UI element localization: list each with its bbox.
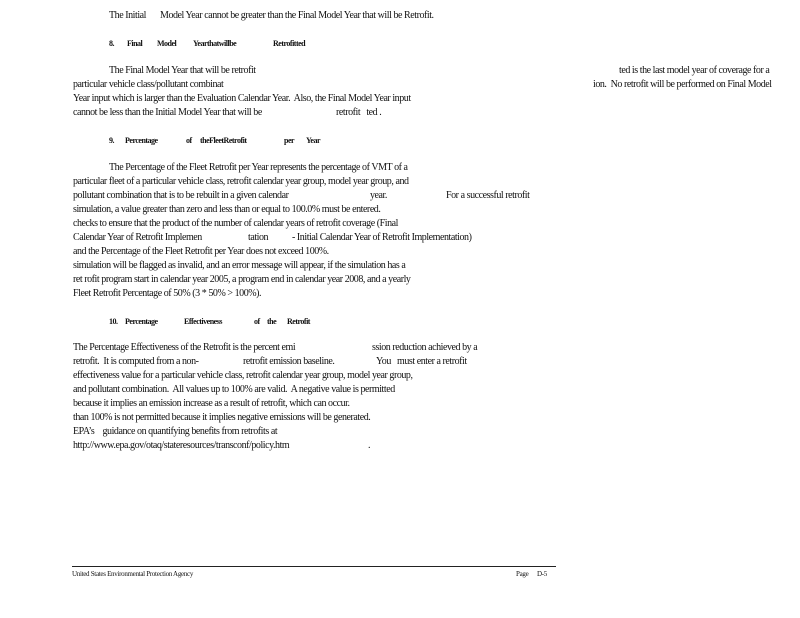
section-9-heading-word: per: [284, 136, 295, 145]
paragraph-line: Fleet Retrofit Percentage of 50% (3 * 50% > 100%).: [73, 288, 262, 299]
paragraph-line: The Percentage Effectiveness of the Retrofit is the percent emi: [73, 342, 296, 353]
paragraph-line: retrofit. It is computed from a non-: [73, 356, 199, 367]
section-10-number: 10.: [109, 317, 118, 326]
paragraph-fragment: .: [368, 440, 371, 451]
paragraph-line: The Final Model Year that will be retrofit: [109, 65, 256, 76]
paragraph-line: pollutant combination that is to be rebuilt in a given calendar: [73, 190, 289, 201]
section-8-heading-word: Model: [157, 39, 177, 48]
paragraph-line: The Percentage of the Fleet Retrofit per Year represents the percentage of VMT of a: [109, 162, 408, 173]
section-9-heading-word: of: [186, 136, 192, 145]
intro-text-start: The Initial: [109, 10, 146, 21]
paragraph-fragment: retrofit ted .: [336, 107, 382, 118]
paragraph-line: than 100% is not permitted because it implies negative emissions will be generated.: [73, 412, 371, 423]
paragraph-line: effectiveness value for a particular vehicle class, retrofit calendar year group, model year group,: [73, 370, 413, 381]
section-10-heading-word: of: [254, 317, 260, 326]
section-10-heading-word: Effectiveness: [184, 317, 222, 326]
paragraph-line: ret rofit program start in calendar year 2005, a program end in calendar year 2008, and a yearly: [73, 274, 411, 285]
section-10-heading-word: Percentage: [125, 317, 158, 326]
paragraph-line: particular fleet of a particular vehicle class, retrofit calendar year group, model year group, and: [73, 176, 409, 187]
paragraph-fragment: retrofit emission baseline.: [243, 356, 335, 367]
paragraph-fragment: You must enter a retrofit: [376, 356, 467, 367]
section-8-heading-word: Yearthatwillbe: [193, 39, 237, 48]
paragraph-fragment: - Initial Calendar Year of Retrofit Implementation): [292, 232, 472, 243]
section-9-heading-word: Year: [306, 136, 320, 145]
section-9-heading-word: theFleetRetrofit: [200, 136, 247, 145]
intro-text-end: Model Year cannot be greater than the Final Model Year that will be Retrofit.: [160, 10, 434, 21]
paragraph-line: Year input which is larger than the Evaluation Calendar Year. Also, the Final Model Year input: [73, 93, 411, 104]
paragraph-line: simulation, a value greater than zero and less than or equal to 100.0% must be entered.: [73, 204, 381, 215]
section-10-heading-word: the: [267, 317, 277, 326]
footer-page-label: Page: [516, 570, 529, 578]
paragraph-line: and pollutant combination. All values up to 100% are valid. A negative value is permitted: [73, 384, 395, 395]
footer-page-number: D-5: [537, 570, 547, 578]
paragraph-fragment: ted is the last model year of coverage for a: [619, 65, 770, 76]
paragraph-fragment: For a successful retrofit: [446, 190, 530, 201]
paragraph-line: because it implies an emission increase as a result of retrofit, which can occur.: [73, 398, 350, 409]
footer-agency: United States Environmental Protection Agency: [72, 570, 194, 578]
paragraph-line: particular vehicle class/pollutant combinat: [73, 79, 224, 90]
paragraph-fragment: ssion reduction achieved by a: [372, 342, 478, 353]
section-9-number: 9.: [109, 136, 114, 145]
section-10-heading-word: Retrofit: [287, 317, 310, 326]
paragraph-line: Calendar Year of Retrofit Implemen: [73, 232, 202, 243]
section-9-heading-word: Percentage: [125, 136, 158, 145]
paragraph-line: simulation will be flagged as invalid, and an error message will appear, if the simulation has a: [73, 260, 406, 271]
paragraph-line: and the Percentage of the Fleet Retrofit per Year does not exceed 100%.: [73, 246, 329, 257]
paragraph-line: EPA’s guidance on quantifying benefits from retrofits at: [73, 426, 278, 437]
paragraph-fragment: ion. No retrofit will be performed on Final Model: [593, 79, 772, 90]
footer-rule: [72, 566, 556, 567]
section-8-number: 8.: [109, 39, 114, 48]
policy-url-link[interactable]: http://www.epa.gov/otaq/stateresources/transconf/policy.htm: [73, 440, 290, 451]
paragraph-line: cannot be less than the Initial Model Year that will be: [73, 107, 262, 118]
paragraph-fragment: year.: [370, 190, 387, 201]
paragraph-line: checks to ensure that the product of the number of calendar years of retrofit coverage (Final: [73, 218, 398, 229]
section-8-heading-word: Final: [127, 39, 143, 48]
paragraph-fragment: tation: [248, 232, 269, 243]
section-8-heading-word: Retrofitted: [273, 39, 306, 48]
